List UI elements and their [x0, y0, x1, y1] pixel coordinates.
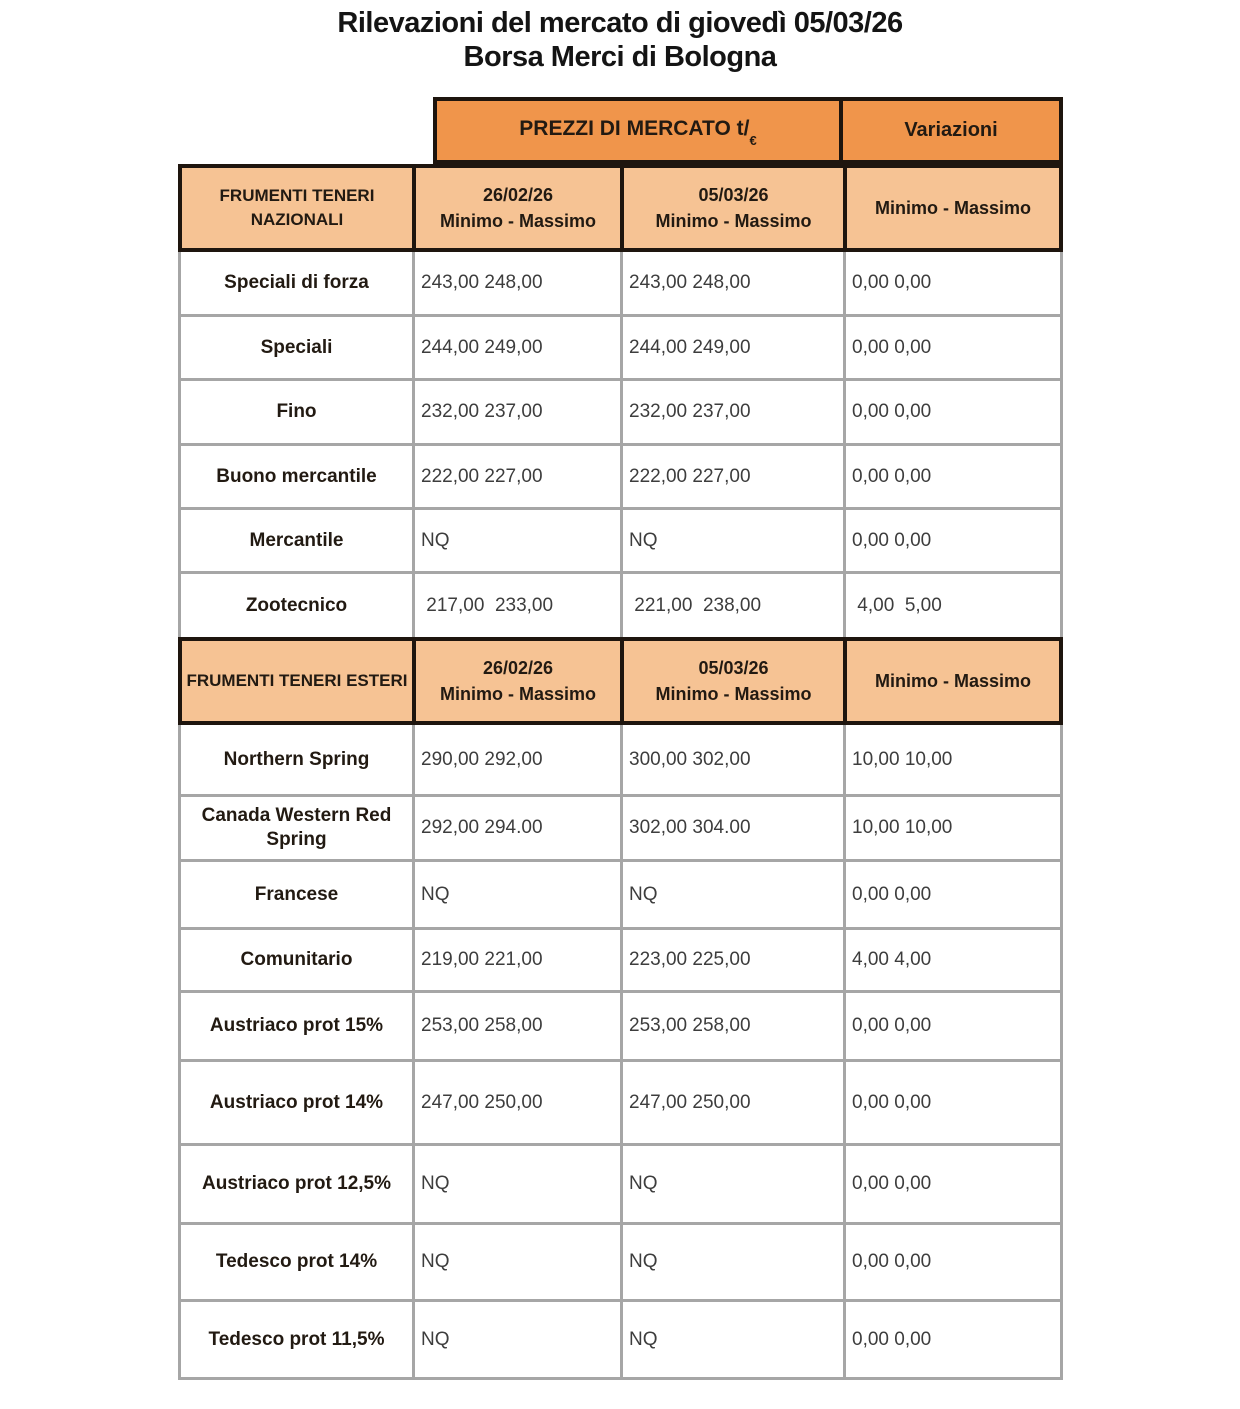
- price-curr-cell: 222,00 227,00: [620, 446, 843, 507]
- commodity-label: Francese: [254, 883, 339, 905]
- variation-cell: 0,00 0,00: [843, 252, 1060, 314]
- price-curr-cell: 253,00 258,00: [620, 993, 843, 1059]
- variation-cell: 10,00 10,00: [843, 797, 1060, 859]
- table-row: [178, 574, 1063, 637]
- table-row: [178, 930, 1063, 993]
- euro-unit-subscript: €: [749, 132, 757, 148]
- variation-cell: 0,00 0,00: [843, 446, 1060, 507]
- date-curr: 05/03/26: [698, 185, 769, 205]
- price-curr-cell: 243,00 248,00: [620, 252, 843, 314]
- table-row: [178, 317, 1063, 381]
- prezzi-di-mercato-header: [433, 97, 843, 164]
- variation-cell: 0,00 0,00: [843, 510, 1060, 571]
- table-row: [178, 725, 1063, 797]
- price-prev-cell: 292,00 294.00: [412, 797, 620, 859]
- commodity-label: Tedesco prot 14%: [215, 1251, 378, 1272]
- date-curr: 05/03/26: [698, 658, 769, 678]
- column-header-variation: [843, 168, 1059, 248]
- variation-cell: 10,00 10,00: [843, 725, 1060, 794]
- section-header-esteri: [178, 637, 1063, 725]
- price-curr-cell: NQ: [620, 862, 843, 927]
- variation-cell: 0,00 0,00: [843, 381, 1060, 443]
- commodity-label: Fino: [276, 401, 317, 422]
- minmax-label: Minimo - Massimo: [874, 671, 1031, 691]
- date-prev: 26/02/26: [482, 658, 554, 678]
- variation-cell: 0,00 0,00: [843, 993, 1060, 1059]
- title-line-2: Borsa Merci di Bologna: [463, 41, 777, 73]
- minmax-label: Minimo - Massimo: [439, 684, 596, 704]
- column-header-curr: [620, 168, 843, 248]
- price-curr-cell: 223,00 225,00: [620, 930, 843, 990]
- price-curr-cell: 232,00 237,00: [620, 381, 843, 443]
- price-curr-cell: NQ: [620, 510, 843, 571]
- price-prev-cell: 247,00 250,00: [412, 1062, 620, 1143]
- commodity-label: Austriaco prot 12,5%: [202, 1173, 391, 1194]
- commodity-label: Comunitario: [240, 949, 353, 970]
- minmax-label: Minimo - Massimo: [655, 211, 812, 231]
- variation-cell: 0,00 0,00: [843, 1062, 1060, 1143]
- date-prev: 26/02/26: [482, 185, 554, 205]
- price-curr-cell: 302,00 304.00: [620, 797, 843, 859]
- price-prev-cell: 217,00 233,00: [412, 574, 620, 637]
- column-header-variation: [843, 641, 1059, 721]
- table-row: [178, 1146, 1063, 1225]
- variation-cell: 4,00 5,00: [843, 574, 1060, 637]
- price-prev-cell: 253,00 258,00: [412, 993, 620, 1059]
- variation-cell: 0,00 0,00: [843, 1146, 1060, 1222]
- table-row: [178, 1225, 1063, 1302]
- variazioni-header: Variazioni: [843, 97, 1063, 164]
- section-header-nazionali: [178, 164, 1063, 252]
- minmax-label: Minimo - Massimo: [655, 684, 812, 704]
- price-curr-cell: NQ: [620, 1302, 843, 1377]
- prezzi-label: PREZZI DI MERCATO t/: [519, 117, 750, 141]
- minmax-label: Minimo - Massimo: [874, 198, 1031, 218]
- commodity-label: Buono mercantile: [216, 465, 377, 487]
- commodity-label: Mercantile: [249, 529, 344, 551]
- commodity-label: Canada Western Red Spring: [201, 805, 392, 850]
- price-curr-cell: 300,00 302,00: [620, 725, 843, 794]
- commodity-label: Zootecnico: [245, 594, 348, 616]
- price-prev-cell: 243,00 248,00: [412, 252, 620, 314]
- price-prev-cell: 290,00 292,00: [412, 725, 620, 794]
- commodity-label: Austriaco prot 14%: [209, 1091, 384, 1113]
- price-prev-cell: NQ: [412, 510, 620, 571]
- title-line-1: Rilevazioni del mercato di giovedì 05/03/26: [337, 7, 903, 39]
- page-title: [0, 6, 1240, 74]
- section-title: FRUMENTI TENERI NAZIONALI: [219, 186, 375, 229]
- price-curr-cell: NQ: [620, 1225, 843, 1299]
- commodity-label: Austriaco prot 15%: [209, 1015, 384, 1036]
- table-row: [178, 993, 1063, 1062]
- price-prev-cell: 244,00 249,00: [412, 317, 620, 378]
- variation-cell: 0,00 0,00: [843, 1302, 1060, 1377]
- table-row: [178, 1062, 1063, 1146]
- price-prev-cell: 222,00 227,00: [412, 446, 620, 507]
- price-prev-cell: NQ: [412, 862, 620, 927]
- variation-cell: 0,00 0,00: [843, 862, 1060, 927]
- price-curr-cell: 221,00 238,00: [620, 574, 843, 637]
- table-row: [178, 1302, 1063, 1380]
- price-curr-cell: 247,00 250,00: [620, 1062, 843, 1143]
- column-header-prev: [412, 168, 620, 248]
- commodity-label: Tedesco prot 11,5%: [208, 1328, 385, 1350]
- table-row: [178, 510, 1063, 574]
- table-row: [178, 252, 1063, 317]
- table-row: [178, 862, 1063, 930]
- section-title: FRUMENTI TENERI ESTERI: [186, 671, 408, 690]
- market-price-table: [178, 97, 1063, 1380]
- table-row: [178, 797, 1063, 862]
- column-header-prev: [412, 641, 620, 721]
- price-curr-cell: NQ: [620, 1146, 843, 1222]
- minmax-label: Minimo - Massimo: [439, 211, 596, 231]
- column-header-curr: [620, 641, 843, 721]
- price-prev-cell: 232,00 237,00: [412, 381, 620, 443]
- top-header-row: [433, 97, 1063, 164]
- commodity-label: Speciali: [260, 336, 333, 358]
- price-prev-cell: 219,00 221,00: [412, 930, 620, 990]
- price-prev-cell: NQ: [412, 1225, 620, 1299]
- commodity-label: Northern Spring: [223, 748, 370, 770]
- variation-cell: 0,00 0,00: [843, 1225, 1060, 1299]
- price-curr-cell: 244,00 249,00: [620, 317, 843, 378]
- price-prev-cell: NQ: [412, 1302, 620, 1377]
- price-prev-cell: NQ: [412, 1146, 620, 1222]
- table-row: [178, 446, 1063, 510]
- variation-cell: 0,00 0,00: [843, 317, 1060, 378]
- commodity-label: Speciali di forza: [224, 272, 369, 293]
- table-row: [178, 381, 1063, 446]
- variation-cell: 4,00 4,00: [843, 930, 1060, 990]
